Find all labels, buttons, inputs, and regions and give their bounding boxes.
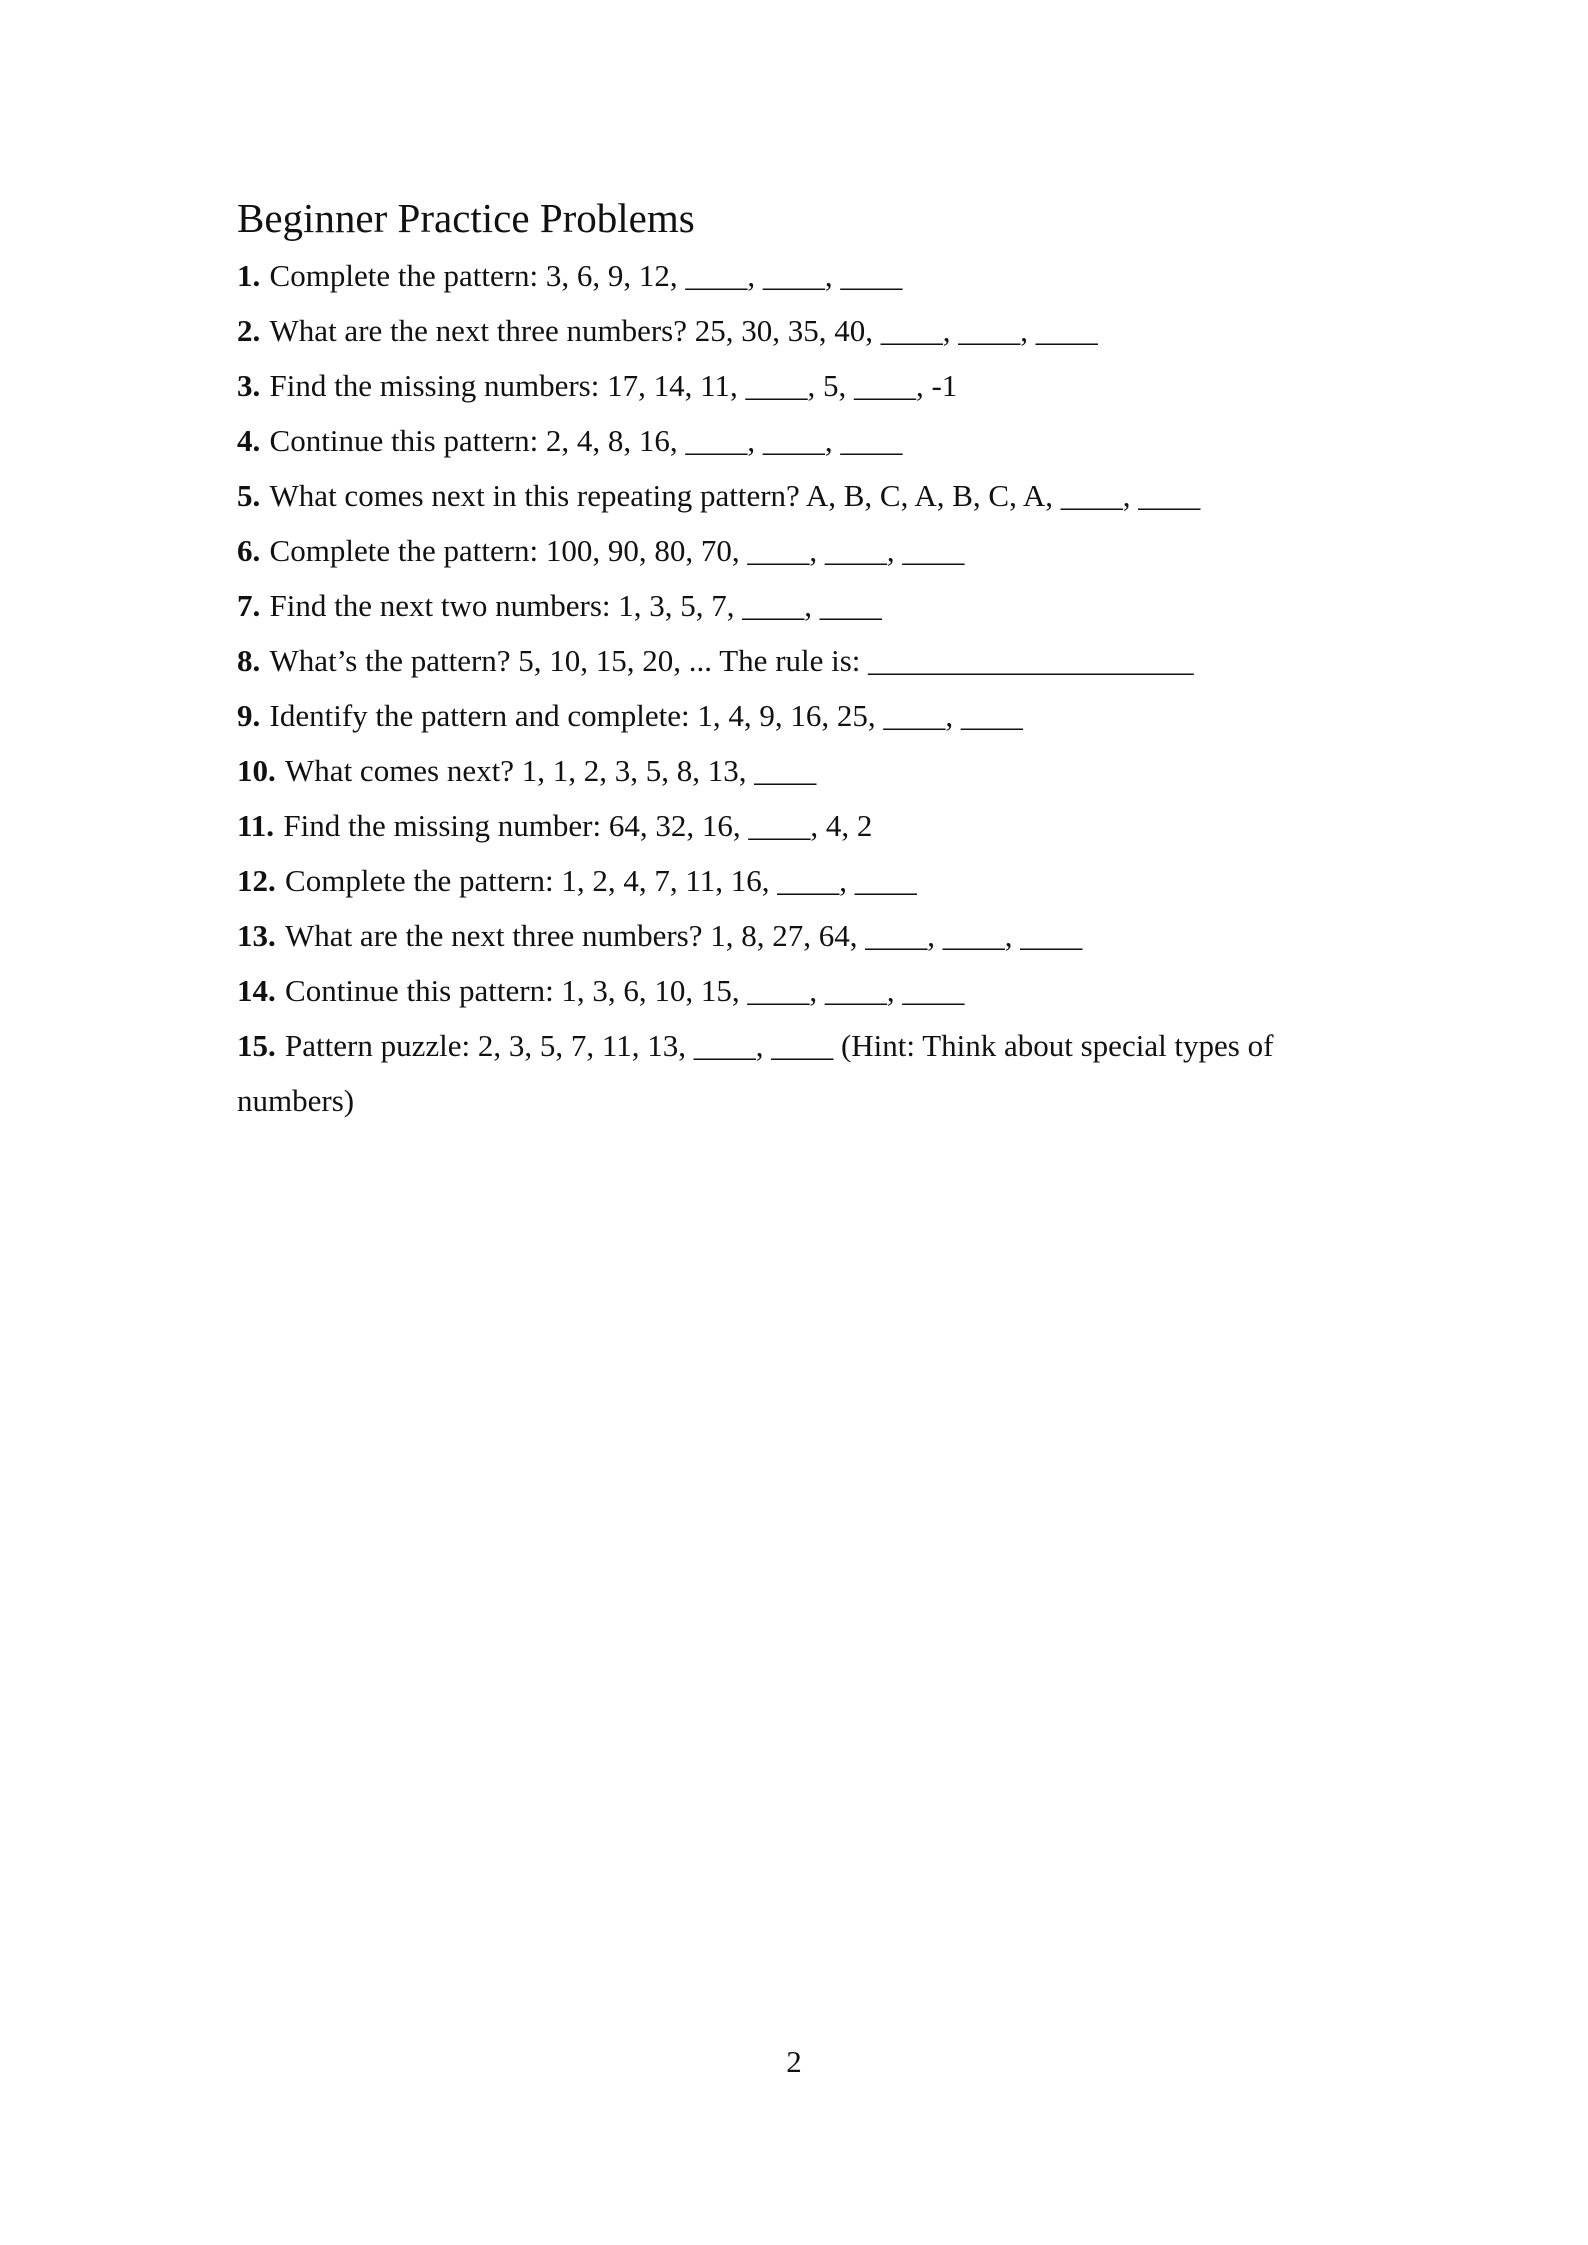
problem-text: What are the next three numbers? 25, 30, 35, 40, ____, ____, ____ xyxy=(269,313,1098,348)
page-number: 2 xyxy=(786,2044,802,2079)
problem-number: 4. xyxy=(237,423,261,458)
problem-item-10 xyxy=(237,743,1567,798)
problem-number: 8. xyxy=(237,643,261,678)
problem-number: 5. xyxy=(237,478,261,513)
problem-list xyxy=(237,248,1567,1128)
problem-item-13 xyxy=(237,908,1567,963)
problem-text: Complete the pattern: 100, 90, 80, 70, ____, ____, ____ xyxy=(269,533,965,568)
problem-text: Pattern puzzle: 2, 3, 5, 7, 11, 13, ____, ____ (Hint: Think about special types of xyxy=(285,1028,1274,1063)
problem-item-14 xyxy=(237,963,1567,1018)
problem-number: 13. xyxy=(237,918,276,953)
problem-text: Find the missing numbers: 17, 14, 11, ____, 5, ____, -1 xyxy=(269,368,958,403)
problem-number: 14. xyxy=(237,973,276,1008)
problem-item-12 xyxy=(237,853,1567,908)
problem-number: 15. xyxy=(237,1028,276,1063)
problem-item-5 xyxy=(237,468,1567,523)
problem-text: Identify the pattern and complete: 1, 4, 9, 16, 25, ____, ____ xyxy=(269,698,1023,733)
problem-item-7 xyxy=(237,578,1567,633)
problem-text: What comes next in this repeating pattern? A, B, C, A, B, C, A, ____, ____ xyxy=(269,478,1201,513)
problem-item-2 xyxy=(237,303,1567,358)
problem-text: Complete the pattern: 3, 6, 9, 12, ____, ____, ____ xyxy=(269,258,903,293)
problem-number: 12. xyxy=(237,863,276,898)
problem-number: 9. xyxy=(237,698,261,733)
problem-15-continuation: numbers) xyxy=(237,1083,355,1118)
problem-text: What’s the pattern? 5, 10, 15, 20, ... The rule is: _____________________ xyxy=(269,643,1194,678)
problem-item-6 xyxy=(237,523,1567,578)
problem-number: 3. xyxy=(237,368,261,403)
problem-number: 7. xyxy=(237,588,261,623)
problem-text: Find the missing number: 64, 32, 16, ____, 4, 2 xyxy=(283,808,873,843)
problem-text: Continue this pattern: 2, 4, 8, 16, ____, ____, ____ xyxy=(269,423,903,458)
problem-item-11 xyxy=(237,798,1567,853)
problem-number: 1. xyxy=(237,258,261,293)
problem-number: 11. xyxy=(237,808,275,843)
problem-item-15 xyxy=(237,1018,1567,1073)
problem-text: What are the next three numbers? 1, 8, 27, 64, ____, ____, ____ xyxy=(285,918,1083,953)
problem-number: 2. xyxy=(237,313,261,348)
problem-text: Complete the pattern: 1, 2, 4, 7, 11, 16, ____, ____ xyxy=(285,863,917,898)
problem-item-4 xyxy=(237,413,1567,468)
page-title: Beginner Practice Problems xyxy=(237,195,695,241)
problem-number: 10. xyxy=(237,753,276,788)
problem-text: Continue this pattern: 1, 3, 6, 10, 15, ____, ____, ____ xyxy=(285,973,965,1008)
problem-item-1 xyxy=(237,248,1567,303)
problem-item-8 xyxy=(237,633,1567,688)
problem-text: What comes next? 1, 1, 2, 3, 5, 8, 13, ____ xyxy=(285,753,817,788)
problem-item-9 xyxy=(237,688,1567,743)
problem-item-3 xyxy=(237,358,1567,413)
problem-number: 6. xyxy=(237,533,261,568)
problem-text: Find the next two numbers: 1, 3, 5, 7, ____, ____ xyxy=(269,588,882,623)
